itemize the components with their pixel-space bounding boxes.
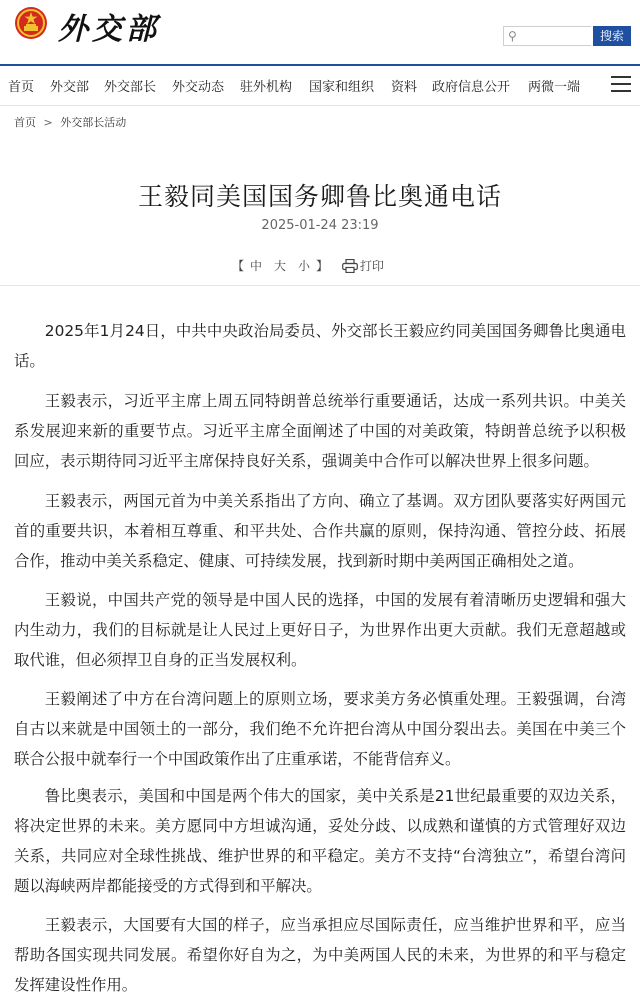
article-paragraph: 王毅表示，习近平主席上周五同特朗普总统举行重要通话，达成一系列共识。中美关系发展迎来新的重要节点。习近平主席全面阐述了中国的对美政策，特朗普总统予以积极回应，表示期待同习近平主席保持良好关系，强调美中合作可以解决世界上很多问题。 <box>14 392 626 470</box>
page-title: 王毅同美国国务卿鲁比奥通电话 <box>137 181 502 211</box>
nav-item-social-media[interactable]: 两微一端 <box>528 80 581 95</box>
site-logo[interactable]: 外交部 <box>58 12 160 47</box>
divider <box>0 285 640 286</box>
font-size-controls <box>232 257 384 274</box>
main-nav <box>0 64 640 106</box>
bracket-open: 【 <box>232 259 245 273</box>
printer-icon[interactable] <box>342 259 358 273</box>
search-box[interactable] <box>503 26 591 46</box>
search-button[interactable]: 搜索 <box>593 26 631 46</box>
breadcrumb-home[interactable]: 首页 <box>14 116 36 129</box>
site-header <box>0 0 640 62</box>
breadcrumb-section[interactable]: 外交部长活动 <box>60 116 127 129</box>
article-paragraph: 王毅阐述了中方在台湾问题上的原则立场，要求美方务必慎重处理。王毅强调，台湾自古以来就是中国领土的一部分，我们绝不允许把台湾从中国分裂出去。美国在中美三个联合公报中就奉行一个中国政策作出了庄重承诺，不能背信弃义。 <box>14 690 626 768</box>
nav-item-diplomatic-news[interactable]: 外交动态 <box>172 80 225 95</box>
nav-item-home[interactable]: 首页 <box>8 80 35 95</box>
article-paragraph: 2025年1月24日，中共中央政治局委员、外交部长王毅应约同美国国务卿鲁比奥通电话。 <box>14 322 626 370</box>
article-paragraph: 王毅表示，两国元首为中美关系指出了方向、确立了基调。双方团队要落实好两国元首的重要共识，本着相互尊重、和平共处、合作共赢的原则，保持沟通、管控分歧、拓展合作，推动中美关系稳定、健康、可持续发展，找到新时期中美两国正确相处之道。 <box>14 492 626 570</box>
nav-item-countries-organizations[interactable]: 国家和组织 <box>309 80 375 95</box>
hamburger-menu-icon[interactable] <box>611 76 631 92</box>
search-input[interactable] <box>520 28 588 44</box>
breadcrumb-separator: > <box>43 116 53 129</box>
bracket-close: 】 <box>316 259 329 273</box>
nav-item-gov-info[interactable]: 政府信息公开 <box>432 80 511 95</box>
publish-date: 2025-01-24 23:19 <box>261 218 379 233</box>
breadcrumb <box>14 114 126 130</box>
nav-item-missions-abroad[interactable]: 驻外机构 <box>240 80 293 95</box>
article-paragraph: 王毅说，中国共产党的领导是中国人民的选择，中国的发展有着清晰历史逻辑和强大内生动力，我们的目标就是让人民过上更好日子，为世界作出更大贡献。我们无意超越或取代谁，但必须捍卫自身的正当发展权利。 <box>14 591 626 669</box>
font-size-large[interactable]: 大 <box>274 259 287 273</box>
print-button[interactable]: 打印 <box>359 259 384 273</box>
nav-item-resources[interactable]: 资料 <box>391 80 418 95</box>
nav-item-ministry[interactable]: 外交部 <box>50 80 90 95</box>
article-paragraph: 鲁比奥表示，美国和中国是两个伟大的国家，美中关系是21世纪最重要的双边关系，将决定世界的未来。美方愿同中方坦诚沟通，妥处分歧、以成熟和谨慎的方式管理好双边关系，共同应对全球性挑战、维护世界的和平稳定。美方不支持“台湾独立”，希望台湾问题以海峡两岸都能接受的方式得到和平解决。 <box>14 787 626 895</box>
nav-item-minister[interactable]: 外交部长 <box>104 80 157 95</box>
search-icon: ⚲ <box>508 29 517 43</box>
font-size-small[interactable]: 小 <box>298 259 311 273</box>
national-emblem-icon[interactable] <box>14 6 48 40</box>
article-paragraph: 王毅表示，大国要有大国的样子，应当承担应尽国际责任，应当维护世界和平，应当帮助各国实现共同发展。希望你好自为之，为中美两国人民的未来，为世界的和平与稳定发挥建设性作用。 <box>14 916 626 994</box>
font-size-medium[interactable]: 中 <box>250 259 263 273</box>
